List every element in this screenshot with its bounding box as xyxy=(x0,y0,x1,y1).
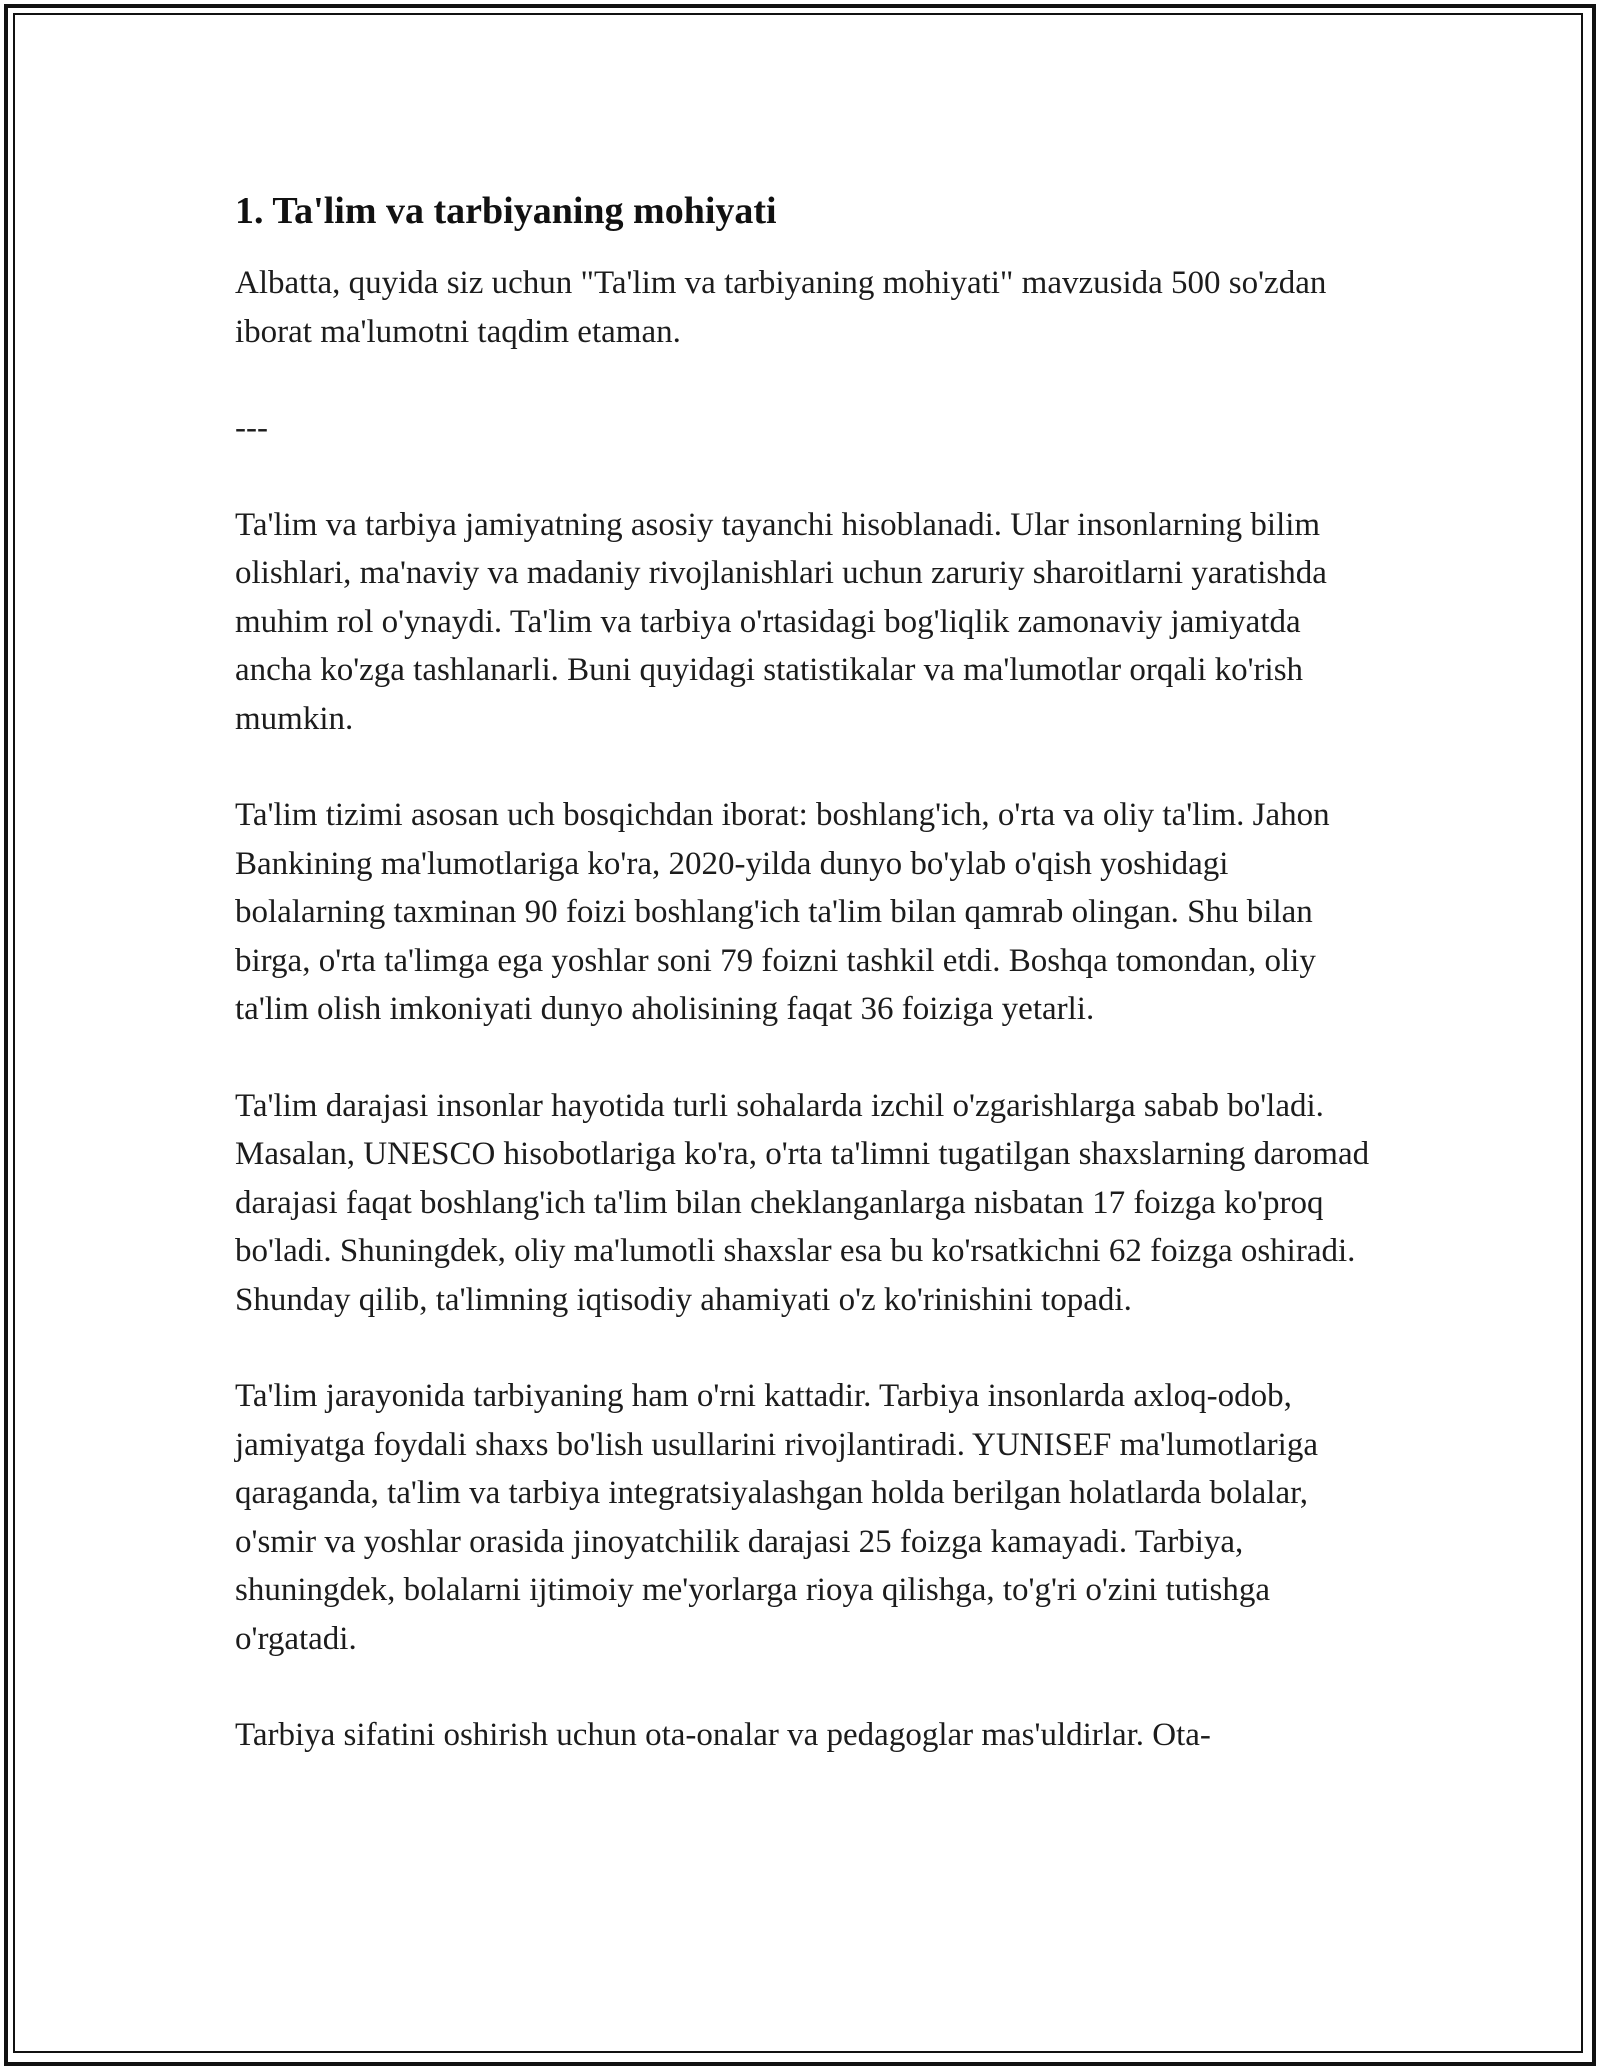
body-paragraph: Ta'lim darajasi insonlar hayotida turli sohalarda izchil o'zgarishlarga sabab bo'ladi. Masalan, UNESCO hisobotlariga ko'ra, o'rta ta'limni tugatilgan shaxslarning daromad darajasi faqat boshlang'ich ta'lim bilan cheklanganlarga nisbatan 17 foizga ko'proq bo'ladi. Shuningdek, oliy ma'lumotli shaxslar esa bu ko'rsatkichni 62 foizga oshiradi. Shunday qilib, ta'limning iqtisodiy ahamiyati o'z ko'rinishini topadi. xyxy=(235,1087,1370,1318)
document-heading: 1. Ta'lim va tarbiyaning mohiyati xyxy=(235,190,777,232)
document-body xyxy=(235,185,1375,1808)
body-paragraph: Ta'lim va tarbiya jamiyatning asosiy tayanchi hisoblanadi. Ular insonlarning bilim olishlari, ma'naviy va madaniy rivojlanishlari uchun zaruriy sharoitlarni yaratishda muhim rol o'ynaydi. Ta'lim va tarbiya o'rtasidagi bog'liqlik zamonaviy jamiyatda ancha ko'zga tashlanarli. Buni quyidagi statistikalar va ma'lumotlar orqali ko'rish mumkin. xyxy=(235,506,1327,737)
body-paragraph: Ta'lim tizimi asosan uch bosqichdan iborat: boshlang'ich, o'rta va oliy ta'lim. Jahon Bankining ma'lumotlariga ko'ra, 2020-yilda dunyo bo'ylab o'qish yoshidagi bolalarning taxminan 90 foizi boshlang'ich ta'lim bilan qamrab olingan. Shu bilan birga, o'rta ta'limga ega yoshlar soni 79 foizni tashkil etdi. Boshqa tomondan, oliy ta'lim olish imkoniyati dunyo aholisining faqat 36 foiziga yetarli. xyxy=(235,797,1330,1027)
separator-text: --- xyxy=(235,410,268,446)
body-paragraph: Ta'lim jarayonida tarbiyaning ham o'rni kattadir. Tarbiya insonlarda axloq-odob, jamiyatga foydali shaxs bo'lish usullarini rivojlantiradi. YUNISEF ma'lumotlariga qaraganda, ta'lim va tarbiya integratsiyalashgan holda berilgan holatlarda bolalar, o'smir va yoshlar orasida jinoyatchilik darajasi 25 foizga kamayadi. Tarbiya, shuningdek, bolalarni ijtimoiy me'yorlarga rioya qilishga, to'g'ri o'zini tutishga o'rgatadi. xyxy=(235,1378,1318,1657)
body-paragraph: Tarbiya sifatini oshirish uchun ota-onalar va pedagoglar mas'uldirlar. Ota- xyxy=(235,1717,1211,1753)
intro-paragraph: Albatta, quyida siz uchun "Ta'lim va tarbiyaning mohiyati" mavzusida 500 so'zdan iborat ma'lumotni taqdim etaman. xyxy=(235,265,1327,350)
